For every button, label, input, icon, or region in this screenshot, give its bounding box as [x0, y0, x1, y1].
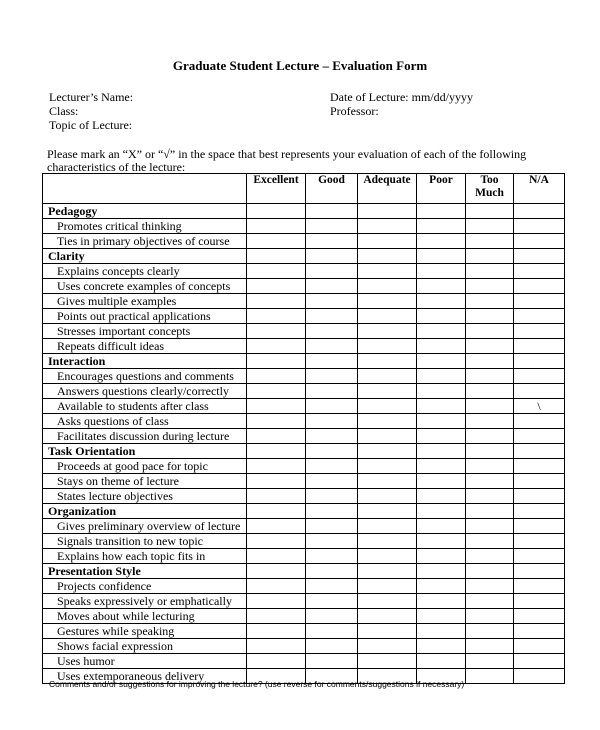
- section-blank-cell: [466, 249, 514, 264]
- rating-cell-too-much[interactable]: [466, 429, 514, 444]
- section-heading: Presentation Style: [43, 564, 247, 579]
- rating-cell-poor[interactable]: [417, 399, 466, 414]
- rating-cell-good[interactable]: [306, 549, 358, 564]
- rating-cell-excellent[interactable]: [247, 369, 306, 384]
- rating-cell-good[interactable]: [306, 279, 358, 294]
- rating-cell-too-much[interactable]: [466, 414, 514, 429]
- rating-cell-n-a[interactable]: [514, 324, 565, 339]
- criterion-header: [43, 174, 247, 204]
- criterion-row: [43, 384, 565, 399]
- section-blank-cell: [466, 444, 514, 459]
- section-heading: Pedagogy: [43, 204, 247, 219]
- section-blank-cell: [466, 204, 514, 219]
- criterion-label: Encourages questions and comments: [43, 369, 247, 384]
- rating-cell-adequate[interactable]: [358, 369, 417, 384]
- section-blank-cell: [514, 564, 565, 579]
- rating-cell-poor[interactable]: [417, 414, 466, 429]
- section-blank-cell: [466, 504, 514, 519]
- criterion-label: Uses concrete examples of concepts: [43, 279, 247, 294]
- rating-cell-good[interactable]: [306, 339, 358, 354]
- criterion-label: Signals transition to new topic: [43, 534, 247, 549]
- rating-cell-adequate[interactable]: [358, 219, 417, 234]
- criterion-label: Asks questions of class: [43, 414, 247, 429]
- section-blank-cell: [247, 354, 306, 369]
- rating-cell-poor[interactable]: [417, 534, 466, 549]
- criterion-label: Uses humor: [43, 654, 247, 669]
- section-blank-cell: [466, 564, 514, 579]
- criterion-row: [43, 429, 565, 444]
- rating-cell-good[interactable]: [306, 639, 358, 654]
- criterion-label: Promotes critical thinking: [43, 219, 247, 234]
- rating-cell-n-a[interactable]: [514, 654, 565, 669]
- rating-cell-good[interactable]: [306, 579, 358, 594]
- rating-cell-excellent[interactable]: [247, 339, 306, 354]
- rating-cell-poor[interactable]: [417, 639, 466, 654]
- rating-cell-n-a[interactable]: [514, 639, 565, 654]
- column-header-good: Good: [306, 174, 358, 204]
- criterion-label: Explains how each topic fits in: [43, 549, 247, 564]
- rating-cell-excellent[interactable]: [247, 234, 306, 249]
- rating-cell-adequate[interactable]: [358, 429, 417, 444]
- criterion-label: Facilitates discussion during lecture: [43, 429, 247, 444]
- section-blank-cell: [306, 564, 358, 579]
- criterion-label: Gives preliminary overview of lecture: [43, 519, 247, 534]
- section-blank-cell: [247, 249, 306, 264]
- rating-cell-too-much[interactable]: [466, 594, 514, 609]
- criterion-label: Points out practical applications: [43, 309, 247, 324]
- lecturer-name-label: Lecturer’s Name:: [49, 90, 134, 104]
- rating-cell-poor[interactable]: [417, 594, 466, 609]
- rating-cell-adequate[interactable]: [358, 534, 417, 549]
- section-blank-cell: [306, 504, 358, 519]
- section-row: [43, 204, 565, 219]
- rating-cell-too-much[interactable]: [466, 294, 514, 309]
- criterion-row: [43, 594, 565, 609]
- rating-cell-poor[interactable]: [417, 234, 466, 249]
- rating-cell-too-much[interactable]: [466, 324, 514, 339]
- rating-cell-too-much[interactable]: [466, 399, 514, 414]
- rating-cell-adequate[interactable]: [358, 654, 417, 669]
- rating-cell-n-a[interactable]: [514, 339, 565, 354]
- lecture-info-right: [330, 90, 473, 118]
- rating-cell-adequate[interactable]: [358, 309, 417, 324]
- rating-cell-n-a[interactable]: [514, 579, 565, 594]
- rating-cell-good[interactable]: [306, 654, 358, 669]
- rating-cell-too-much[interactable]: [466, 369, 514, 384]
- criterion-row: [43, 474, 565, 489]
- section-row: [43, 564, 565, 579]
- section-blank-cell: [514, 249, 565, 264]
- column-header-poor: Poor: [417, 174, 466, 204]
- criterion-row: [43, 234, 565, 249]
- rating-cell-excellent[interactable]: [247, 279, 306, 294]
- rating-cell-too-much[interactable]: [466, 624, 514, 639]
- rating-cell-poor[interactable]: [417, 579, 466, 594]
- column-header-n-a: N/A: [514, 174, 565, 204]
- rating-cell-excellent[interactable]: [247, 474, 306, 489]
- rating-cell-good[interactable]: [306, 429, 358, 444]
- section-blank-cell: [417, 444, 466, 459]
- section-blank-cell: [358, 444, 417, 459]
- criterion-row: [43, 654, 565, 669]
- criterion-row: [43, 369, 565, 384]
- rating-cell-too-much[interactable]: [466, 219, 514, 234]
- rating-cell-n-a[interactable]: \: [514, 399, 565, 414]
- rating-cell-too-much[interactable]: [466, 264, 514, 279]
- rating-cell-adequate[interactable]: [358, 639, 417, 654]
- rating-cell-adequate[interactable]: [358, 414, 417, 429]
- section-blank-cell: [306, 249, 358, 264]
- rating-cell-good[interactable]: [306, 489, 358, 504]
- comments-prompt: Comments and/or suggestions for improving the lecture? (use reverse for comments/suggestions if necessary): [49, 679, 465, 689]
- rating-cell-adequate[interactable]: [358, 294, 417, 309]
- rating-cell-n-a[interactable]: [514, 669, 565, 684]
- rating-cell-good[interactable]: [306, 414, 358, 429]
- section-blank-cell: [306, 444, 358, 459]
- rating-cell-excellent[interactable]: [247, 399, 306, 414]
- rating-cell-good[interactable]: [306, 624, 358, 639]
- rating-cell-good[interactable]: [306, 609, 358, 624]
- rating-cell-n-a[interactable]: [514, 594, 565, 609]
- criterion-row: [43, 414, 565, 429]
- rating-cell-n-a[interactable]: [514, 429, 565, 444]
- section-blank-cell: [514, 204, 565, 219]
- rating-cell-poor[interactable]: [417, 294, 466, 309]
- rating-cell-adequate[interactable]: [358, 519, 417, 534]
- rating-cell-good[interactable]: [306, 324, 358, 339]
- rating-cell-n-a[interactable]: [514, 309, 565, 324]
- criterion-label: Explains concepts clearly: [43, 264, 247, 279]
- column-header-excellent: Excellent: [247, 174, 306, 204]
- rating-cell-poor[interactable]: [417, 339, 466, 354]
- rating-cell-n-a[interactable]: [514, 264, 565, 279]
- rating-cell-adequate[interactable]: [358, 624, 417, 639]
- rating-cell-excellent[interactable]: [247, 594, 306, 609]
- rating-cell-n-a[interactable]: [514, 414, 565, 429]
- rating-cell-good[interactable]: [306, 234, 358, 249]
- rating-cell-n-a[interactable]: [514, 384, 565, 399]
- rating-cell-poor[interactable]: [417, 309, 466, 324]
- section-blank-cell: [417, 564, 466, 579]
- rating-cell-too-much[interactable]: [466, 234, 514, 249]
- rating-cell-excellent[interactable]: [247, 324, 306, 339]
- rating-cell-n-a[interactable]: [514, 279, 565, 294]
- rating-cell-poor[interactable]: [417, 429, 466, 444]
- criterion-label: Stays on theme of lecture: [43, 474, 247, 489]
- rating-cell-good[interactable]: [306, 519, 358, 534]
- criterion-label: Projects confidence: [43, 579, 247, 594]
- rating-cell-adequate[interactable]: [358, 594, 417, 609]
- column-header-adequate: Adequate: [358, 174, 417, 204]
- rating-cell-excellent[interactable]: [247, 489, 306, 504]
- criterion-label: Uses extemporaneous delivery: [43, 669, 247, 684]
- criterion-label: States lecture objectives: [43, 489, 247, 504]
- header-row: [43, 174, 565, 204]
- rating-cell-good[interactable]: [306, 474, 358, 489]
- section-heading: Organization: [43, 504, 247, 519]
- rating-cell-poor[interactable]: [417, 474, 466, 489]
- section-row: [43, 444, 565, 459]
- criterion-row: [43, 609, 565, 624]
- section-blank-cell: [306, 354, 358, 369]
- section-blank-cell: [466, 354, 514, 369]
- rating-cell-adequate[interactable]: [358, 339, 417, 354]
- rating-cell-excellent[interactable]: [247, 609, 306, 624]
- section-blank-cell: [514, 354, 565, 369]
- criterion-row: [43, 279, 565, 294]
- rating-cell-poor[interactable]: [417, 384, 466, 399]
- rating-cell-good[interactable]: [306, 384, 358, 399]
- rating-cell-n-a[interactable]: [514, 549, 565, 564]
- rating-cell-too-much[interactable]: [466, 579, 514, 594]
- section-blank-cell: [514, 444, 565, 459]
- criterion-label: Ties in primary objectives of course: [43, 234, 247, 249]
- rating-cell-good[interactable]: [306, 264, 358, 279]
- rating-cell-good[interactable]: [306, 309, 358, 324]
- rating-cell-n-a[interactable]: [514, 459, 565, 474]
- rating-cell-excellent[interactable]: [247, 549, 306, 564]
- section-blank-cell: [358, 564, 417, 579]
- rating-cell-poor[interactable]: [417, 609, 466, 624]
- rating-cell-adequate[interactable]: [358, 459, 417, 474]
- rating-cell-excellent[interactable]: [247, 579, 306, 594]
- criterion-row: [43, 339, 565, 354]
- rating-cell-n-a[interactable]: [514, 609, 565, 624]
- rating-cell-adequate[interactable]: [358, 549, 417, 564]
- criterion-row: [43, 639, 565, 654]
- rating-cell-excellent[interactable]: [247, 294, 306, 309]
- rating-cell-n-a[interactable]: [514, 474, 565, 489]
- rating-cell-too-much[interactable]: [466, 459, 514, 474]
- section-blank-cell: [358, 204, 417, 219]
- rating-cell-adequate[interactable]: [358, 279, 417, 294]
- section-blank-cell: [514, 504, 565, 519]
- criterion-label: Speaks expressively or emphatically: [43, 594, 247, 609]
- rating-cell-excellent[interactable]: [247, 429, 306, 444]
- rating-cell-n-a[interactable]: [514, 294, 565, 309]
- rating-cell-adequate[interactable]: [358, 579, 417, 594]
- criterion-row: [43, 219, 565, 234]
- rating-cell-too-much[interactable]: [466, 474, 514, 489]
- criterion-row: [43, 519, 565, 534]
- rating-cell-too-much[interactable]: [466, 384, 514, 399]
- evaluation-table: [42, 173, 565, 684]
- rating-cell-poor[interactable]: [417, 369, 466, 384]
- criterion-label: Stresses important concepts: [43, 324, 247, 339]
- rating-cell-good[interactable]: [306, 294, 358, 309]
- rating-cell-excellent[interactable]: [247, 459, 306, 474]
- section-blank-cell: [358, 249, 417, 264]
- section-blank-cell: [417, 204, 466, 219]
- section-blank-cell: [417, 354, 466, 369]
- rating-cell-too-much[interactable]: [466, 639, 514, 654]
- rating-cell-n-a[interactable]: [514, 234, 565, 249]
- rating-cell-n-a[interactable]: [514, 219, 565, 234]
- instructions-text: Please mark an “X” or “√” in the space that best represents your evaluation of each of the following characteristics of the lecture:: [47, 147, 527, 174]
- rating-cell-excellent[interactable]: [247, 414, 306, 429]
- criterion-row: [43, 534, 565, 549]
- form-title: Graduate Student Lecture – Evaluation Form: [172, 58, 428, 73]
- section-blank-cell: [247, 564, 306, 579]
- criterion-row: [43, 324, 565, 339]
- criterion-label: Available to students after class: [43, 399, 247, 414]
- rating-cell-too-much[interactable]: [466, 309, 514, 324]
- rating-cell-n-a[interactable]: [514, 534, 565, 549]
- criterion-row: [43, 309, 565, 324]
- section-blank-cell: [306, 204, 358, 219]
- rating-cell-poor[interactable]: [417, 654, 466, 669]
- rating-cell-poor[interactable]: [417, 279, 466, 294]
- rating-cell-excellent[interactable]: [247, 654, 306, 669]
- criterion-label: Repeats difficult ideas: [43, 339, 247, 354]
- rating-cell-too-much[interactable]: [466, 549, 514, 564]
- rating-cell-excellent[interactable]: [247, 534, 306, 549]
- rating-cell-excellent[interactable]: [247, 219, 306, 234]
- criterion-label: Answers questions clearly/correctly: [43, 384, 247, 399]
- criterion-row: [43, 294, 565, 309]
- criterion-row: [43, 399, 565, 414]
- rating-cell-adequate[interactable]: [358, 264, 417, 279]
- criterion-row: [43, 579, 565, 594]
- rating-cell-excellent[interactable]: [247, 639, 306, 654]
- rating-cell-too-much[interactable]: [466, 534, 514, 549]
- professor-label: Professor:: [330, 104, 379, 118]
- rating-cell-too-much[interactable]: [466, 609, 514, 624]
- criterion-row: [43, 489, 565, 504]
- rating-cell-adequate[interactable]: [358, 489, 417, 504]
- rating-cell-excellent[interactable]: [247, 519, 306, 534]
- criterion-row: [43, 459, 565, 474]
- rating-cell-n-a[interactable]: [514, 519, 565, 534]
- section-blank-cell: [358, 504, 417, 519]
- date-label: Date of Lecture: mm/dd/yyyy: [330, 90, 473, 104]
- rating-cell-poor[interactable]: [417, 459, 466, 474]
- class-label: Class:: [49, 104, 79, 118]
- section-blank-cell: [247, 204, 306, 219]
- table-body: [43, 204, 565, 684]
- section-blank-cell: [247, 444, 306, 459]
- criterion-row: [43, 624, 565, 639]
- section-blank-cell: [247, 504, 306, 519]
- rating-cell-poor[interactable]: [417, 219, 466, 234]
- rating-cell-good[interactable]: [306, 534, 358, 549]
- rating-cell-too-much[interactable]: [466, 279, 514, 294]
- rating-cell-adequate[interactable]: [358, 324, 417, 339]
- rating-cell-too-much[interactable]: [466, 654, 514, 669]
- rating-cell-n-a[interactable]: [514, 624, 565, 639]
- rating-cell-adequate[interactable]: [358, 609, 417, 624]
- rating-cell-excellent[interactable]: [247, 624, 306, 639]
- section-row: [43, 354, 565, 369]
- rating-cell-good[interactable]: [306, 459, 358, 474]
- rating-cell-good[interactable]: [306, 399, 358, 414]
- rating-cell-excellent[interactable]: [247, 264, 306, 279]
- section-heading: Task Orientation: [43, 444, 247, 459]
- criterion-label: Gives multiple examples: [43, 294, 247, 309]
- criterion-label: Proceeds at good pace for topic: [43, 459, 247, 474]
- rating-cell-poor[interactable]: [417, 264, 466, 279]
- criterion-row: [43, 549, 565, 564]
- rating-cell-poor[interactable]: [417, 624, 466, 639]
- rating-cell-adequate[interactable]: [358, 234, 417, 249]
- rating-cell-poor[interactable]: [417, 519, 466, 534]
- rating-cell-adequate[interactable]: [358, 474, 417, 489]
- criterion-label: Shows facial expression: [43, 639, 247, 654]
- rating-cell-good[interactable]: [306, 219, 358, 234]
- rating-cell-good[interactable]: [306, 369, 358, 384]
- section-row: [43, 249, 565, 264]
- rating-cell-good[interactable]: [306, 594, 358, 609]
- criterion-row: [43, 264, 565, 279]
- rating-cell-poor[interactable]: [417, 549, 466, 564]
- rating-cell-n-a[interactable]: [514, 369, 565, 384]
- rating-cell-too-much[interactable]: [466, 339, 514, 354]
- criterion-label: Gestures while speaking: [43, 624, 247, 639]
- section-blank-cell: [358, 354, 417, 369]
- criterion-label: Moves about while lecturing: [43, 609, 247, 624]
- section-blank-cell: [417, 504, 466, 519]
- section-heading: Clarity: [43, 249, 247, 264]
- rating-cell-too-much[interactable]: [466, 669, 514, 684]
- section-blank-cell: [417, 249, 466, 264]
- rating-cell-n-a[interactable]: [514, 489, 565, 504]
- rating-cell-excellent[interactable]: [247, 384, 306, 399]
- section-heading: Interaction: [43, 354, 247, 369]
- section-row: [43, 504, 565, 519]
- rating-cell-adequate[interactable]: [358, 384, 417, 399]
- rating-cell-too-much[interactable]: [466, 519, 514, 534]
- rating-cell-excellent[interactable]: [247, 309, 306, 324]
- rating-cell-adequate[interactable]: [358, 399, 417, 414]
- rating-cell-poor[interactable]: [417, 324, 466, 339]
- column-header-too-much: Too Much: [466, 174, 514, 204]
- topic-label: Topic of Lecture:: [49, 118, 133, 132]
- rating-cell-poor[interactable]: [417, 489, 466, 504]
- rating-cell-too-much[interactable]: [466, 489, 514, 504]
- lecture-info-left: [49, 90, 133, 132]
